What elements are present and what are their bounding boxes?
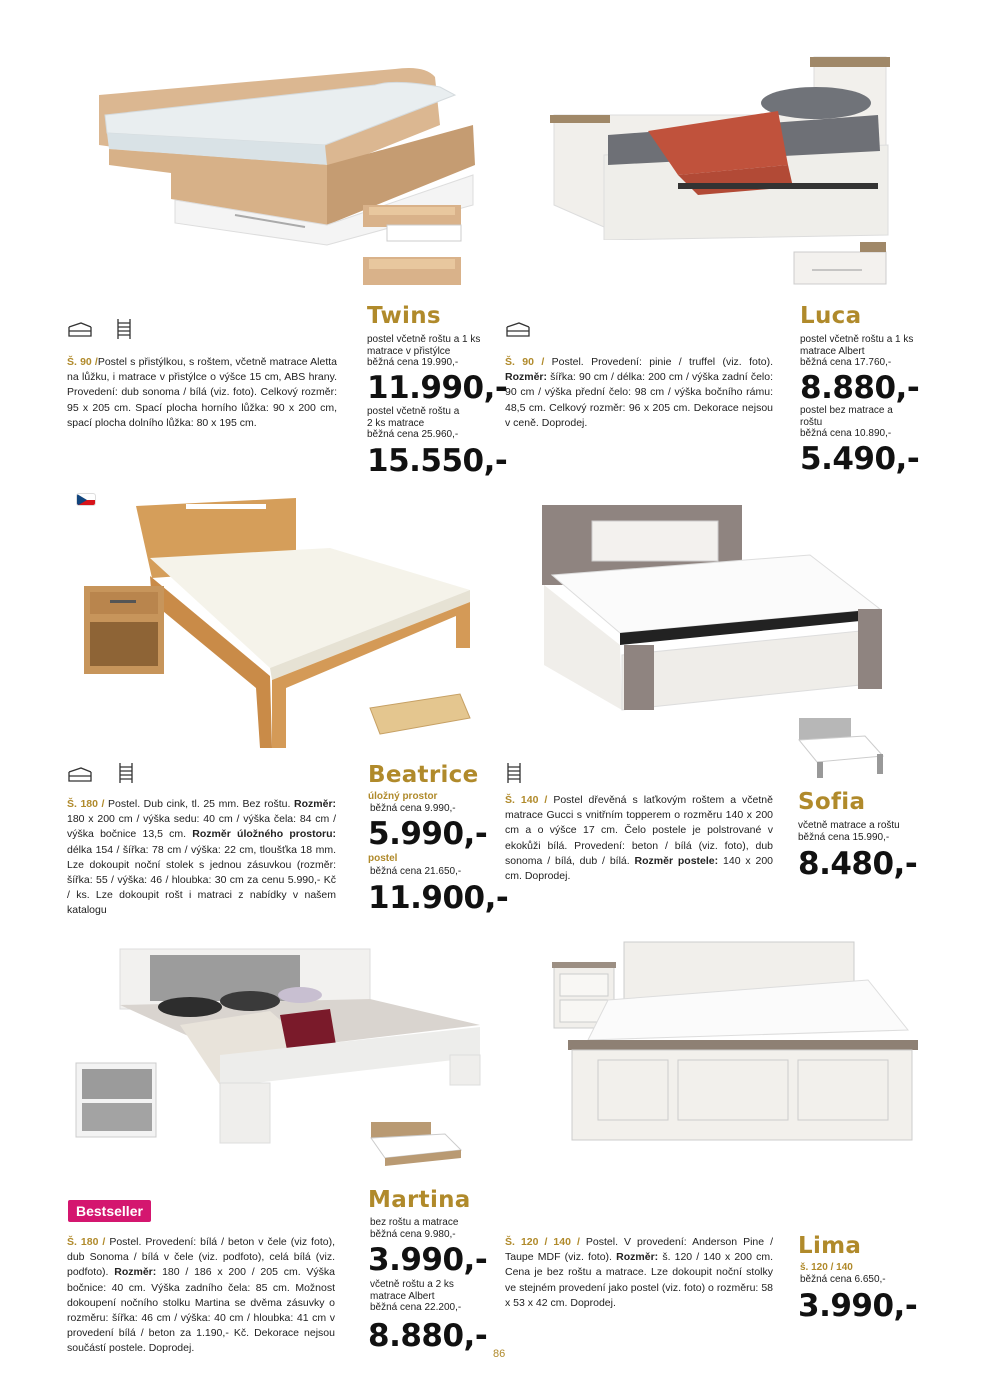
sofia-small-image [793, 716, 885, 778]
bed-storage-icon [67, 765, 93, 785]
twins-offer1-regular: běžná cena 19.990,- [367, 357, 459, 368]
slatted-base-icon [115, 318, 133, 340]
beatrice-offer2-regular: běžná cena 21.650,- [370, 866, 462, 877]
twins-description [67, 355, 337, 431]
lima-desc-a: Postel. V provedení: Anderson Pine / Taupe MDF (viz. foto). [505, 1236, 774, 1264]
martina-offer1-text: bez roštu a matrace [370, 1217, 459, 1228]
twins-offer2-regular: běžná cena 25.960,- [367, 429, 459, 440]
martina-offer2-price: 8.880,- [368, 1318, 488, 1354]
sofia-desc-label: Rozměr postele: [634, 854, 719, 867]
luca-offer2-text: postel bez matrace a roštu [800, 405, 893, 428]
lima-bed-image [548, 940, 918, 1155]
luca-bed-image [548, 55, 893, 240]
beatrice-offer2-tag: postel [368, 853, 398, 864]
luca-offer1-regular: běžná cena 17.760,- [800, 357, 892, 368]
lima-name: Lima [798, 1233, 862, 1259]
page-number: 86 [493, 1348, 506, 1360]
twins-offer2-price: 15.550,- [367, 443, 508, 479]
beatrice-desc-a: Postel. Dub cink, tl. 25 mm. Bez roštu. [108, 798, 291, 810]
beatrice-desc-label1: Rozměr: [294, 798, 337, 810]
luca-small-image [792, 240, 888, 290]
lima-description [505, 1235, 773, 1311]
slatted-base-icon [505, 762, 523, 784]
lima-desc-b: š. 120 / 140 x 200 cm. Cena je bez roštu a matrace. Lze dokoupit noční stolky ve stejném provedení jako postel (viz. foto) o rozměru: 58 x 53 x 42 cm. Doprodej. [505, 1251, 774, 1309]
sofia-bed-image [540, 505, 890, 715]
slatted-base-icon [117, 762, 135, 784]
martina-offer2-text: včetně roštu a 2 ks matrace Albert [370, 1279, 454, 1302]
beatrice-description [67, 797, 336, 919]
beatrice-offer1-regular: běžná cena 9.990,- [370, 803, 456, 814]
twins-size: Š. 90 / [67, 356, 98, 368]
luca-desc-b: šířka: 90 cm / délka: 200 cm / výška zadní čelo: 90 cm / výška přední čelo: 98 cm / výška bočního rámu: 48,5 cm. Celkový rozměr: 96 x 205 cm. Dekorace nejsou v ceně. Doprodej. [505, 371, 774, 429]
lima-size: Š. 120 / 140 / [505, 1236, 580, 1248]
lima-desc-label: Rozměr: [616, 1251, 659, 1264]
sofia-offer1-regular: běžná cena 15.990,- [798, 832, 890, 843]
beatrice-bed-image [80, 498, 480, 758]
martina-offer1-regular: běžná cena 9.980,- [370, 1229, 456, 1240]
sofia-description [505, 793, 773, 884]
lima-offer1-regular: běžná cena 6.650,- [800, 1274, 886, 1285]
bed-storage-icon [505, 320, 531, 340]
beatrice-desc-c: délka 154 / šířka: 78 cm / výška: 22 cm, tloušťka 18 mm. Lze dokoupit noční stolek s jednou zásuvkou (rozměr: šířka: 55 / výška: 46 / hloubka: 30 cm za cenu 5.990,- Kč / ks. Lze dokoupit rošt i matraci z nabídky v našem katalogu [67, 843, 336, 917]
martina-desc-label: Rozměr: [114, 1266, 157, 1279]
sofia-offer1-price: 8.480,- [798, 846, 918, 882]
twins-bed-image [95, 65, 485, 295]
beatrice-offer2-price: 11.900,- [368, 880, 509, 916]
luca-offer2-regular: běžná cena 10.890,- [800, 428, 892, 439]
luca-size: Š. 90 / [505, 356, 545, 368]
beatrice-size: Š. 180 / [67, 798, 105, 810]
sofia-desc-b: 140 x 200 cm. Doprodej. [505, 854, 774, 883]
beatrice-desc-b: 180 x 200 cm / výška sedu: 40 cm / výška čela: 84 cm / výška bočnice 13,5 cm. [67, 813, 336, 841]
bed-storage-icon [67, 320, 93, 340]
luca-description [505, 355, 773, 431]
martina-offer2-regular: běžná cena 22.200,- [370, 1302, 462, 1313]
sofia-size: Š. 140 / [505, 794, 548, 806]
bestseller-badge: Bestseller [68, 1200, 151, 1222]
luca-offer2-price: 5.490,- [800, 441, 920, 477]
lima-offer1-price: 3.990,- [798, 1288, 918, 1324]
luca-offer1-price: 8.880,- [800, 370, 920, 406]
martina-desc-a: Postel. Provedení: bílá / beton v čele (viz foto), dub Sonoma / bílá v čele (viz. podfoto), celá bílá (viz. podfoto). [67, 1236, 335, 1279]
twins-offer1-text: postel včetně roštu a 1 ks matrace v přistýlce [367, 334, 481, 357]
sofia-offer1-text: včetně matrace a roštu [798, 820, 900, 831]
twins-description-text: Postel s přistýlkou, s roštem, včetně matrace Aletta na lůžku, i matrace v přistýlce o výšce 15 cm, ABS hrany. Provedení: dub sonoma / bílá (viz. foto). Celkový rozměr: 95 x 205 cm. Spací plocha horního lůžka: 90 x 200 cm, spací plocha dolního lůžka: 80 x 195 cm. [67, 356, 337, 429]
martina-description [67, 1235, 335, 1357]
luca-desc-label: Rozměr: [505, 371, 548, 384]
martina-offer1-price: 3.990,- [368, 1242, 488, 1278]
sofia-name: Sofia [798, 789, 866, 815]
sofia-desc-a: Postel dřevěná s laťkovým roštem a včetně matrace Gucci s vnitřním topperem o rozměru 140 x 200 cm a o výšce 17 cm. Čelo postele je polstrované v ekokůži bílá. Provedení: beton / bílá (viz. foto), dub sonoma / bílá, dub / bílá. [505, 794, 773, 867]
beatrice-name: Beatrice [368, 762, 479, 788]
twins-offer1-price: 11.990,- [367, 370, 508, 406]
beatrice-desc-label2: Rozměr úložného prostoru: [192, 828, 336, 841]
twins-name: Twins [367, 303, 441, 329]
beatrice-offer1-tag: úložný prostor [368, 791, 438, 802]
twins-offer2-text: postel včetně roštu a 2 ks matrace [367, 406, 460, 429]
martina-desc-b: 180 / 186 x 200 / 205 cm. Výška bočnice: 40 cm. Výška zadního čela: 85 cm. Možnost dokoupení nočního stolku Martina se dvěma zásuvky o rozměru: šířka: 46 cm / výška: 40 cm / hloubka: 41 cm v provedení bílá / beton za 1.190,- Kč. Dekorace nejsou součástí postele. Doprodej. [67, 1266, 336, 1355]
martina-small-image [365, 1120, 465, 1170]
martina-name: Martina [368, 1187, 471, 1213]
luca-desc-a: Postel. Provedení: pinie / truffel (viz. foto). [551, 356, 774, 368]
beatrice-offer1-price: 5.990,- [368, 816, 488, 852]
luca-offer1-text: postel včetně roštu a 1 ks matrace Albert [800, 334, 914, 357]
lima-offer1-tag: š. 120 / 140 [800, 1262, 853, 1273]
luca-name: Luca [800, 303, 862, 329]
martina-size: Š. 180 / [67, 1236, 106, 1248]
